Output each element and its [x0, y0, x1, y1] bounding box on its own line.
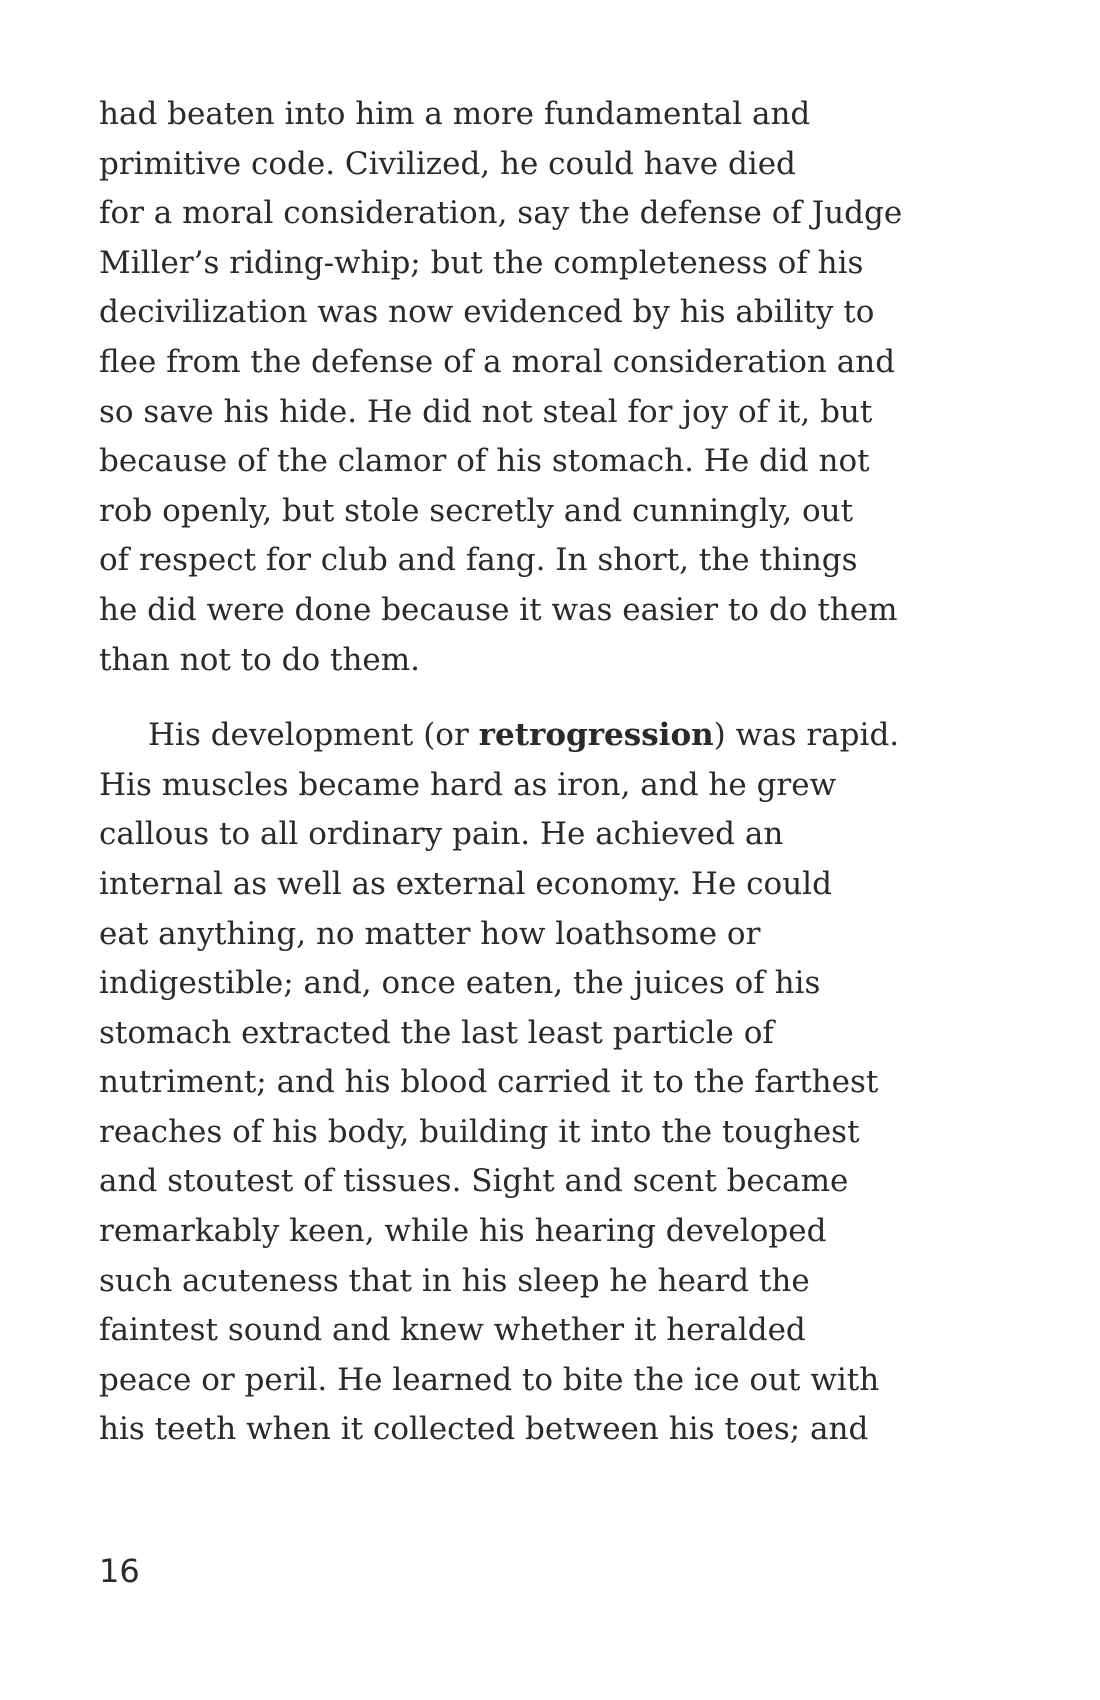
- text-line: faintest sound and knew whether it heralded: [99, 1312, 806, 1349]
- text-line: so save his hide. He did not steal for joy of it, but: [99, 393, 873, 430]
- text-line: because of the clamor of his stomach. He did not: [99, 443, 870, 480]
- text-line: for a moral consideration, say the defense of Judge: [99, 195, 903, 232]
- text-line: and stoutest of tissues. Sight and scent became: [99, 1163, 849, 1200]
- text-line: nutriment; and his blood carried it to the farthest: [99, 1064, 879, 1101]
- body-text: [99, 90, 1039, 1455]
- text-line: such acuteness that in his sleep he heard the: [99, 1262, 810, 1299]
- paragraph-spacer: [99, 685, 1039, 711]
- text-run: ) was rapid.: [713, 717, 900, 754]
- text-line: eat anything, no matter how loathsome or: [99, 915, 761, 952]
- text-line: stomach extracted the last least particle of: [99, 1014, 774, 1051]
- text-line: indigestible; and, once eaten, the juices of his: [99, 965, 821, 1002]
- text-line: peace or peril. He learned to bite the ice out with: [99, 1361, 880, 1398]
- text-line: flee from the defense of a moral consideration and: [99, 343, 896, 380]
- text-run: His development (or: [148, 717, 479, 754]
- text-line: than not to do them.: [99, 641, 421, 678]
- paragraph-2-first-line: [99, 711, 1039, 761]
- text-line: his teeth when it collected between his toes; and: [99, 1411, 869, 1448]
- text-line: of respect for club and fang. In short, the things: [99, 542, 858, 579]
- vocabulary-word: retrogression: [478, 717, 714, 754]
- paragraph-1: [99, 90, 1039, 685]
- page-number: 16: [99, 1552, 140, 1590]
- text-line: decivilization was now evidenced by his ability to: [99, 294, 875, 331]
- text-line: he did were done because it was easier to do them: [99, 591, 898, 628]
- text-line: internal as well as external economy. He could: [99, 865, 832, 902]
- text-line: primitive code. Civilized, he could have died: [99, 145, 796, 182]
- text-line: rob openly, but stole secretly and cunningly, out: [99, 492, 854, 529]
- text-line: His muscles became hard as iron, and he grew: [99, 766, 837, 803]
- text-line: had beaten into him a more fundamental and: [99, 96, 811, 132]
- paragraph-2: [99, 711, 1039, 1455]
- text-line: Miller’s riding-whip; but the completeness of his: [99, 244, 864, 281]
- text-line: callous to all ordinary pain. He achieved an: [99, 816, 784, 853]
- text-line: reaches of his body, building it into the toughest: [99, 1113, 860, 1150]
- text-line: remarkably keen, while his hearing developed: [99, 1213, 827, 1250]
